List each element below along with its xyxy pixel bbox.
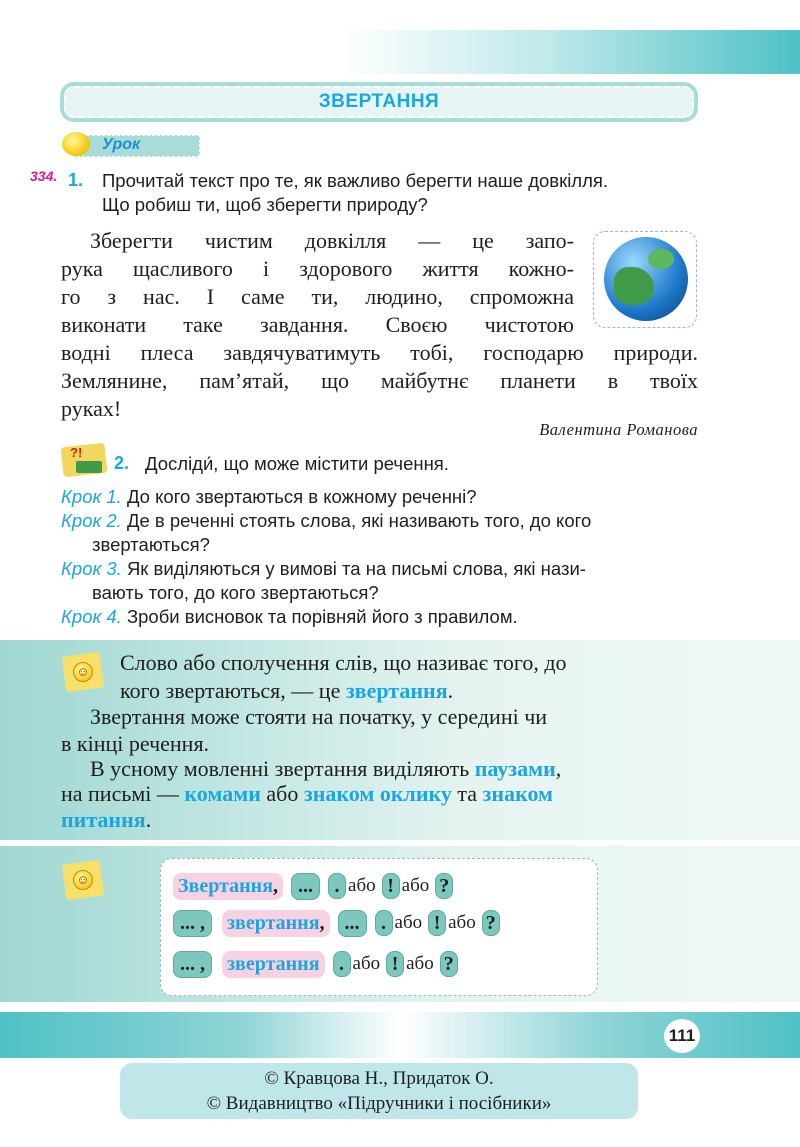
question-sign: ? — [440, 951, 458, 977]
exclamation-sign: ! — [428, 910, 446, 936]
diagram-row — [173, 950, 460, 978]
lesson-label: Урок — [102, 136, 141, 153]
rule-line: В усному мовленні звертання виділяють паузами, — [90, 756, 562, 781]
step-label: Крок 4. — [61, 606, 122, 627]
period-sign: . — [333, 951, 351, 977]
sentence-part-box: ... — [291, 873, 320, 900]
diagram-row — [173, 909, 502, 937]
task1-line: Що робиш ти, щоб зберегти природу? — [102, 194, 428, 215]
earth-globe-icon — [604, 237, 688, 321]
exclamation-sign: ! — [382, 873, 400, 899]
address-word-pill: звертання — [222, 951, 325, 978]
or-text: або — [448, 912, 476, 933]
or-text: або — [401, 875, 430, 896]
reading-line: Землянине, пам’ятай, що майбутнє планети в твоїх — [61, 368, 698, 393]
step-item — [61, 486, 477, 508]
copyright-line: © Видавництво «Підручники і посібники» — [206, 1093, 552, 1114]
page-number: 111 — [664, 1019, 700, 1053]
reading-line: руках! — [61, 396, 122, 421]
address-word-pill: звертання, — [222, 910, 330, 937]
or-text: або — [348, 875, 376, 896]
smiley-note-icon: ☺ — [64, 862, 102, 898]
step-label: Крок 3. — [61, 558, 122, 579]
step-label: Крок 2. — [61, 510, 122, 531]
rule-line: в кінці речення. — [61, 731, 210, 756]
question-sign: ? — [482, 910, 500, 936]
text-author: Валентина Романова — [539, 420, 698, 439]
task1-number: 1. — [68, 170, 84, 190]
reading-line: виконати таке завдання. Своєю чистотою — [61, 312, 574, 337]
research-icon: ?! — [62, 443, 106, 477]
top-decor-band — [340, 30, 800, 74]
step-label: Крок 1. — [61, 486, 122, 507]
diagram-row — [173, 872, 455, 900]
exclamation-sign: ! — [386, 951, 404, 977]
term-highlight: знаком — [482, 781, 554, 806]
question-sign: ? — [435, 873, 453, 899]
step-text: Як виділяються у вимові та на письмі слова, які нази- — [126, 558, 586, 579]
exercise-number: 334. — [30, 168, 58, 184]
step-item — [61, 558, 586, 580]
term-highlight: питання — [61, 807, 146, 832]
term-highlight: знаком оклику — [303, 781, 452, 806]
sentence-part-box: ... — [338, 910, 367, 937]
sentence-part-box: ... , — [173, 910, 212, 937]
step-text: Де в реченні стоять слова, які називають того, до кого — [126, 510, 592, 531]
rule-line: кого звертаються, — це звертання. — [120, 678, 454, 703]
rule-line: Звертання може стояти на початку, у середині чи — [90, 704, 548, 729]
section-title-bar — [60, 82, 698, 122]
rule-line: на письмі — комами або знаком оклику та знаком — [61, 781, 554, 806]
step-text: Зроби висновок та порівняй його з правилом. — [126, 606, 518, 627]
reading-line: Зберегти чистим довкілля — це запо- — [90, 228, 574, 253]
period-sign: . — [375, 910, 393, 936]
copyright-line: © Кравцова Н., Придаток О. — [264, 1068, 494, 1089]
or-text: або — [394, 912, 423, 933]
sentence-part-box: ... , — [173, 951, 212, 978]
reading-line: водні плеса завдячуватимуть тобі, господарю природи. — [61, 340, 698, 365]
period-sign: . — [328, 873, 346, 899]
smiley-note-icon: ☺ — [64, 654, 102, 690]
term-highlight: звертання — [345, 678, 448, 703]
step-text: До кого звертаються в кожному реченні? — [126, 486, 477, 507]
copyright-box — [120, 1063, 638, 1119]
task1-line: Прочитай текст про те, як важливо берегти наше довкілля. — [102, 170, 609, 191]
reading-line: го з нас. І саме ти, людино, спроможна — [61, 284, 574, 309]
or-text: або — [352, 953, 381, 974]
step-text: звертаються? — [92, 534, 210, 555]
step-text: вають того, до кого звертаються? — [92, 582, 379, 603]
reading-line: рука щасливого і здорового життя кожно- — [61, 256, 574, 281]
rule-line: Слово або сполучення слів, що називає того, до — [120, 650, 567, 675]
or-text: або — [406, 953, 434, 974]
rule-line: питання. — [61, 807, 152, 832]
step-item — [61, 510, 591, 532]
task2-number: 2. — [114, 453, 130, 473]
lesson-tag — [62, 132, 200, 158]
term-highlight: комами — [184, 781, 261, 806]
section-title: ЗВЕРТАННЯ — [318, 91, 440, 112]
task2-text: Досліди́, що може містити речення. — [145, 453, 449, 474]
address-word-pill: Звертання, — [173, 873, 283, 900]
lightbulb-icon — [62, 132, 90, 156]
step-item — [61, 606, 518, 628]
term-highlight: паузами — [474, 756, 556, 781]
